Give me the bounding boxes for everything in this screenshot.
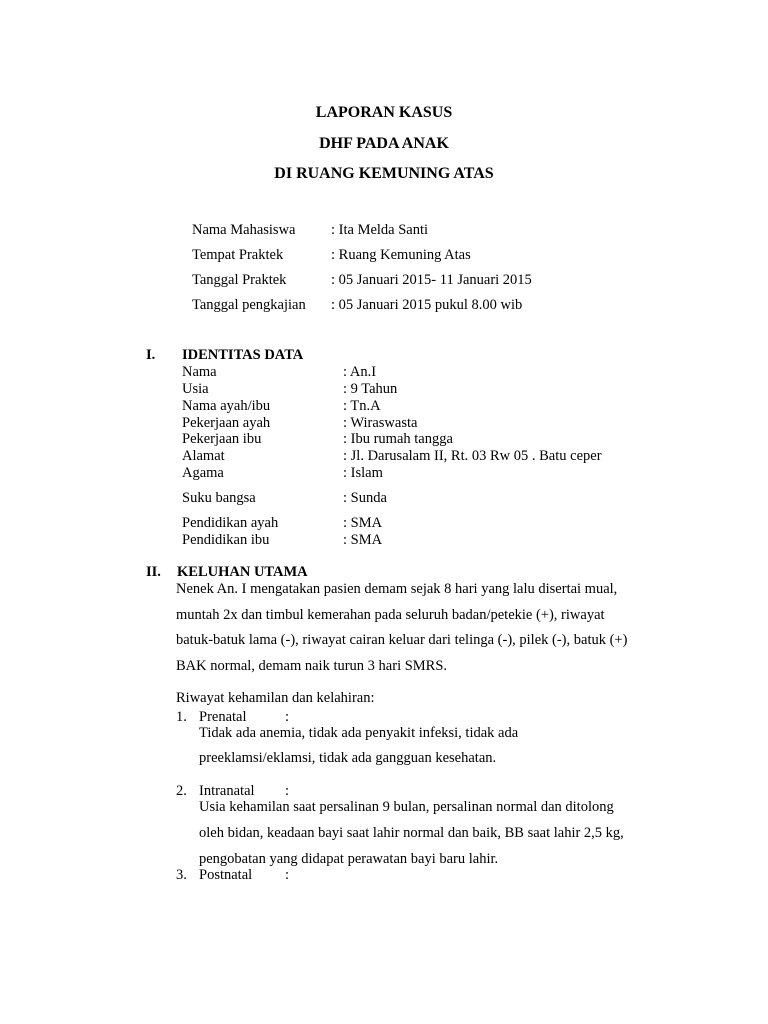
report-title-line-1: LAPORAN KASUS (315, 104, 453, 121)
history-item-label: Prenatal (199, 709, 247, 725)
identity-label: Pendidikan ayah (182, 515, 279, 531)
identity-value: : SMA (343, 515, 383, 531)
history-item-colon: : (285, 867, 290, 883)
complaint-line: batuk-batuk lama (-), riwayat cairan keluar dari telinga (-), pilek (-), batuk (+) (176, 632, 628, 648)
history-item-colon: : (285, 783, 290, 799)
identity-label: Nama ayah/ibu (182, 398, 271, 414)
history-item-label: Postnatal (199, 867, 253, 883)
section-1-number: I. (146, 347, 156, 363)
section-2-heading: KELUHAN UTAMA (177, 564, 308, 580)
history-item-colon: : (285, 709, 290, 725)
identity-value: : Ibu rumah tangga (343, 431, 453, 447)
identity-label: Pekerjaan ibu (182, 431, 262, 447)
identity-value: : Islam (343, 465, 383, 481)
meta-value: : 05 Januari 2015- 11 Januari 2015 (331, 272, 532, 288)
history-item-number: 1. (176, 709, 187, 725)
meta-value: : 05 Januari 2015 pukul 8.00 wib (331, 297, 523, 313)
section-1-heading: IDENTITAS DATA (182, 347, 304, 363)
complaint-line: muntah 2x dan timbul kemerahan pada seluruh badan/petekie (+), riwayat (176, 607, 605, 623)
identity-value: : Sunda (343, 490, 387, 506)
report-title-line-3: DI RUANG KEMUNING ATAS (274, 165, 494, 182)
identity-value: : Wiraswasta (343, 415, 418, 431)
history-item-line: Tidak ada anemia, tidak ada penyakit infeksi, tidak ada (199, 725, 519, 741)
identity-value: : Jl. Darusalam II, Rt. 03 Rw 05 . Batu ceper (343, 448, 602, 464)
identity-label: Pekerjaan ayah (182, 415, 271, 431)
history-item-line: pengobatan yang didapat perawatan bayi baru lahir. (199, 851, 499, 867)
history-title: Riwayat kehamilan dan kelahiran: (176, 690, 375, 706)
identity-label: Agama (182, 465, 224, 481)
history-item-line: preeklamsi/eklamsi, tidak ada gangguan kesehatan. (199, 750, 497, 766)
identity-label: Usia (182, 381, 209, 397)
meta-label: Tanggal pengkajian (192, 297, 306, 313)
identity-label: Alamat (182, 448, 225, 464)
identity-value: : An.I (343, 364, 377, 380)
identity-value: : Tn.A (343, 398, 381, 414)
identity-label: Suku bangsa (182, 490, 256, 506)
report-title-line-2: DHF PADA ANAK (319, 135, 449, 152)
history-item-number: 3. (176, 867, 187, 883)
meta-label: Nama Mahasiswa (192, 222, 296, 238)
identity-label: Nama (182, 364, 217, 380)
complaint-line: Nenek An. I mengatakan pasien demam sejak 8 hari yang lalu disertai mual, (176, 581, 618, 597)
history-item-number: 2. (176, 783, 187, 799)
complaint-line: BAK normal, demam naik turun 3 hari SMRS. (176, 658, 448, 674)
history-item-label: Intranatal (199, 783, 255, 799)
history-item-line: oleh bidan, keadaan bayi saat lahir normal dan baik, BB saat lahir 2,5 kg, (199, 825, 624, 841)
identity-value: : SMA (343, 532, 383, 548)
meta-value: : Ita Melda Santi (331, 222, 429, 238)
identity-label: Pendidikan ibu (182, 532, 270, 548)
section-2-number: II. (146, 564, 161, 580)
history-item-line: Usia kehamilan saat persalinan 9 bulan, persalinan normal dan ditolong (199, 799, 614, 815)
meta-value: : Ruang Kemuning Atas (331, 247, 471, 263)
identity-value: : 9 Tahun (343, 381, 398, 397)
meta-label: Tanggal Praktek (192, 272, 287, 288)
meta-label: Tempat Praktek (192, 247, 284, 263)
